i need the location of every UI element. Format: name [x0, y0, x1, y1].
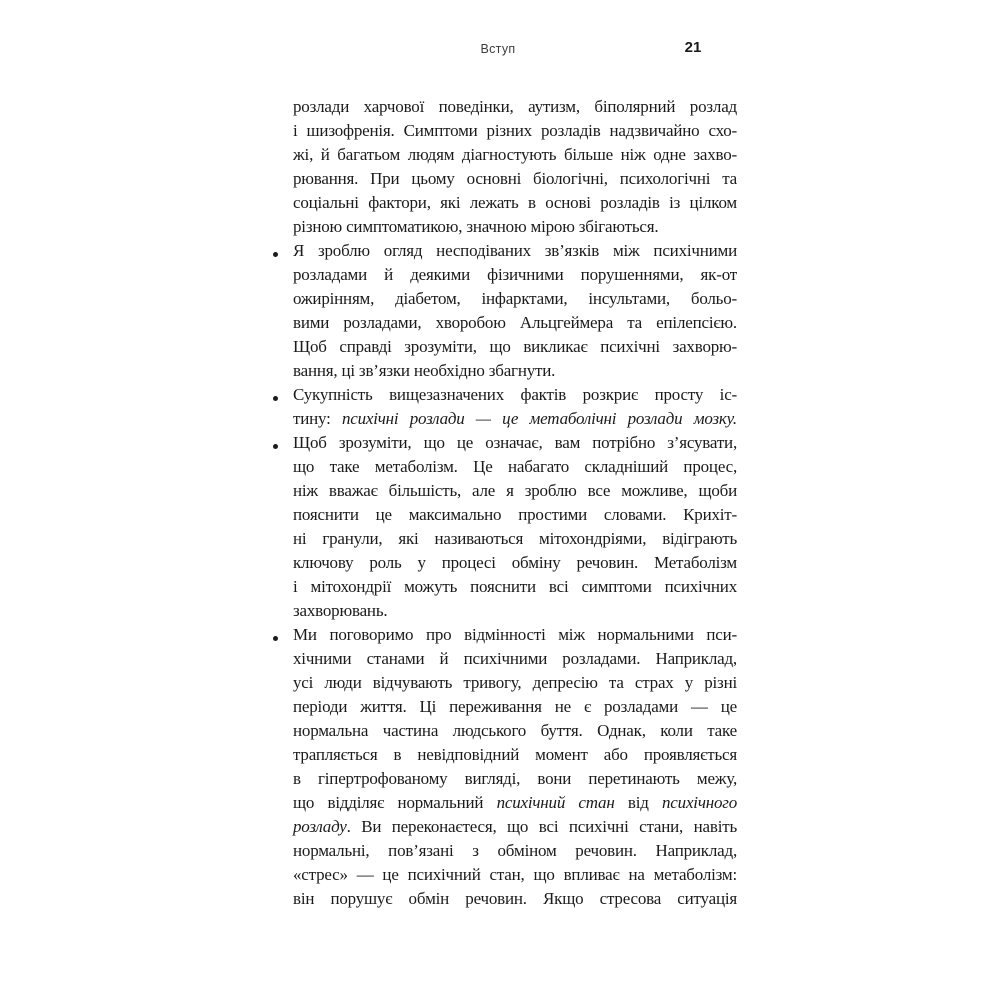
text-segment: періоди життя. Ці переживання не є розладами — це	[293, 697, 737, 716]
text-segment: Я зроблю огляд несподіваних зв’язків між психічними	[293, 241, 737, 260]
text-block	[293, 95, 737, 911]
text-segment: ні гранули, які називаються мітохондріями, відіграють	[293, 529, 737, 548]
text-segment: трапляється в невідповідний момент або проявляється	[293, 745, 737, 764]
text-segment: вання, ці зв’язки необхідно збагнути.	[293, 361, 556, 380]
bullet-icon	[273, 636, 278, 641]
text-segment: ключову роль у процесі обміну речовин. Метаболізм	[293, 553, 737, 572]
text-line	[293, 647, 737, 671]
italic-text: психічний стан	[496, 793, 615, 812]
text-segment: вими розладами, хворобою Альцгеймера та епілепсією.	[293, 313, 737, 332]
text-segment: від	[614, 793, 662, 812]
text-line	[293, 503, 737, 527]
text-line	[293, 695, 737, 719]
text-segment: рювання. При цьому основні біологічні, психологічні та	[293, 169, 737, 188]
text-segment: захворювань.	[293, 601, 388, 620]
running-title: Вступ	[480, 42, 516, 56]
text-line	[293, 719, 737, 743]
list-item	[293, 95, 737, 239]
bullet-icon	[273, 252, 278, 257]
page-header	[0, 0, 1000, 60]
text-line	[293, 95, 737, 119]
text-line	[293, 743, 737, 767]
text-segment: жі, й багатьом людям діагностують більше ніж одне захво-	[293, 145, 737, 164]
text-line	[293, 359, 737, 383]
text-segment: . Ви переконаєтеся, що всі психічні стани, навіть	[346, 817, 737, 836]
text-line	[293, 287, 737, 311]
text-segment: тину:	[293, 409, 342, 428]
text-line	[293, 239, 737, 263]
text-line	[293, 407, 737, 431]
text-segment: в гіпертрофованому вигляді, вони перетинають межу,	[293, 769, 737, 788]
page-number: 21	[684, 39, 702, 56]
list-item	[293, 383, 737, 431]
bullet-icon	[273, 444, 278, 449]
text-line	[293, 119, 737, 143]
text-line	[293, 623, 737, 647]
text-line	[293, 527, 737, 551]
bullet-icon	[273, 396, 278, 401]
text-segment: Щоб справді зрозуміти, що викликає психічні захворю-	[293, 337, 737, 356]
text-line	[293, 431, 737, 455]
list-item	[293, 239, 737, 383]
text-line	[293, 143, 737, 167]
text-segment: усі люди відчувають тривогу, депресію та страх у різні	[293, 673, 737, 692]
text-line	[293, 671, 737, 695]
text-line	[293, 311, 737, 335]
text-segment: пояснити це максимально простими словами. Крихіт-	[293, 505, 737, 524]
text-segment: ожирінням, діабетом, інфарктами, інсультами, больо-	[293, 289, 737, 308]
text-line	[293, 767, 737, 791]
text-segment: і шизофренія. Симптоми різних розладів надзвичайно схо-	[293, 121, 737, 140]
text-segment: розлади харчової поведінки, аутизм, біполярний розлад	[293, 97, 737, 116]
text-segment: нормальна частина людського буття. Однак, коли таке	[293, 721, 737, 740]
text-segment: ніж вважає більшість, але я зроблю все можливе, щоби	[293, 481, 737, 500]
text-segment: і мітохондрії можуть пояснити всі симптоми психічних	[293, 577, 737, 596]
text-line	[293, 599, 737, 623]
text-line	[293, 839, 737, 863]
text-segment: нормальні, пов’язані з обміном речовин. Наприклад,	[293, 841, 737, 860]
text-line	[293, 191, 737, 215]
text-segment: розладами й деякими фізичними порушеннями, як-от	[293, 265, 737, 284]
text-segment: Ми поговоримо про відмінності між нормальними пси-	[293, 625, 737, 644]
text-segment: хічними станами й психічними розладами. Наприклад,	[293, 649, 737, 668]
text-segment: Щоб зрозуміти, що це означає, вам потрібно з’ясувати,	[293, 433, 737, 452]
list-item	[293, 431, 737, 623]
text-segment: «стрес» — це психічний стан, що впливає на метаболізм:	[293, 865, 737, 884]
text-line	[293, 575, 737, 599]
text-line	[293, 791, 737, 815]
text-line	[293, 887, 737, 911]
text-segment: різною симптоматикою, значною мірою збігаються.	[293, 217, 659, 236]
italic-text: розладу	[293, 817, 347, 836]
text-line	[293, 455, 737, 479]
text-segment: що таке метаболізм. Це набагато складніший процес,	[293, 457, 737, 476]
text-line	[293, 167, 737, 191]
text-line	[293, 479, 737, 503]
text-line	[293, 551, 737, 575]
text-line	[293, 383, 737, 407]
text-line	[293, 215, 737, 239]
italic-text: психічного	[662, 793, 737, 812]
text-segment: він порушує обмін речовин. Якщо стресова ситуація	[293, 889, 737, 908]
text-line	[293, 815, 737, 839]
text-line	[293, 263, 737, 287]
text-segment: що відділяє нормальний	[293, 793, 497, 812]
italic-text: психічні розлади — це метаболічні розлади мозку.	[341, 409, 737, 428]
text-line	[293, 335, 737, 359]
text-line	[293, 863, 737, 887]
text-segment: Сукупність вищезазначених фактів розкриє просту іс-	[293, 385, 737, 404]
text-segment: соціальні фактори, які лежать в основі розладів із цілком	[293, 193, 737, 212]
list-item	[293, 623, 737, 911]
